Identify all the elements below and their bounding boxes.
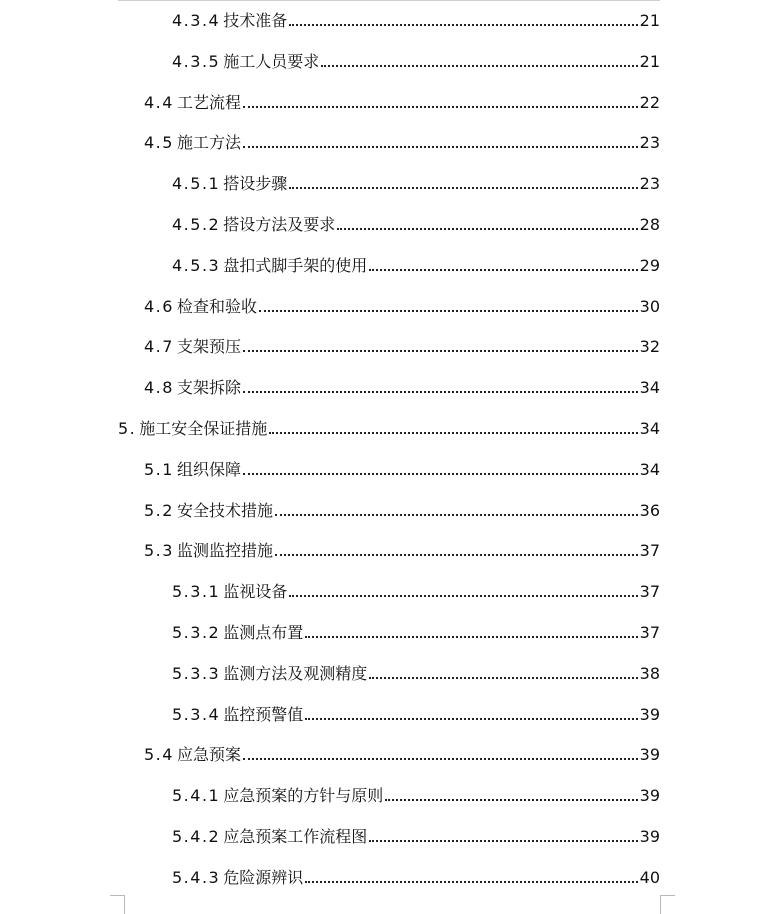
- toc-entry-page-number: 22: [639, 92, 660, 112]
- toc-entry[interactable]: [144, 336, 660, 358]
- toc-entry-number: 5.3.2: [172, 623, 221, 642]
- toc-entry-number: 4.5.2: [172, 215, 221, 234]
- toc-entry-title: 应急预案工作流程图: [223, 827, 368, 846]
- toc-entry-page-number: 36: [639, 500, 660, 520]
- toc-dot-leader: [243, 92, 638, 108]
- toc-dot-leader: [289, 173, 637, 189]
- toc-entry-number: 4.5: [144, 133, 174, 153]
- toc-entry-number: 4.3.5: [172, 51, 221, 71]
- toc-entry-title: 组织保障: [176, 459, 241, 479]
- toc-entry-number: 5.3: [144, 541, 174, 561]
- toc-dot-leader: [305, 622, 637, 638]
- toc-dot-leader: [243, 336, 638, 352]
- toc-entry-page-number: 37: [639, 541, 660, 561]
- toc-entry[interactable]: [172, 867, 660, 889]
- toc-dot-leader: [259, 296, 638, 312]
- toc-entry[interactable]: [144, 296, 660, 318]
- toc-entry[interactable]: [144, 132, 660, 154]
- toc-entry-title: 支架拆除: [176, 378, 241, 398]
- toc-entry-title: 施工人员要求: [223, 51, 320, 71]
- toc-entry-page-number: 23: [639, 174, 660, 194]
- toc-entry-title: 盘扣式脚手架的使用: [223, 255, 368, 275]
- toc-entry[interactable]: [172, 581, 660, 603]
- toc-entry-number: 5.: [118, 419, 137, 438]
- toc-entry-page-number: 32: [639, 337, 660, 357]
- toc-entry-title: 施工安全保证措施: [139, 419, 268, 438]
- toc-entry-number: 4.5.3: [172, 255, 221, 275]
- toc-entry-title: 搭设方法及要求: [223, 215, 336, 234]
- toc-entry-number: 4.5.1: [172, 174, 221, 194]
- toc-entry-title: 监测方法及观测精度: [223, 663, 368, 683]
- toc-dot-leader: [289, 10, 637, 26]
- page-corner-mark-left: [110, 895, 125, 914]
- toc-entry-number: 5.3.4: [172, 704, 221, 724]
- toc-dot-leader: [289, 581, 637, 597]
- toc-dot-leader: [243, 744, 638, 760]
- toc-entry[interactable]: [144, 92, 660, 114]
- toc-dot-leader: [243, 459, 638, 475]
- toc-entry-number: 4.7: [144, 337, 174, 357]
- toc-entry-page-number: 39: [639, 827, 660, 846]
- toc-entry-number: 5.4.3: [172, 867, 221, 887]
- toc-entry[interactable]: [172, 785, 660, 807]
- toc-entry-number: 5.4.2: [172, 827, 221, 846]
- toc-entry-page-number: 23: [639, 133, 660, 153]
- toc-entry[interactable]: [144, 540, 660, 562]
- page-top-border: [118, 0, 660, 1]
- toc-entry[interactable]: [118, 418, 660, 440]
- toc-entry-number: 5.3.3: [172, 663, 221, 683]
- toc-dot-leader: [243, 132, 638, 148]
- toc-entry[interactable]: [172, 51, 660, 73]
- toc-entry[interactable]: [172, 173, 660, 195]
- toc-entry-title: 危险源辨识: [223, 867, 304, 887]
- toc-dot-leader: [337, 214, 637, 230]
- toc-dot-leader: [269, 418, 637, 434]
- toc-dot-leader: [243, 377, 638, 393]
- toc-entry-page-number: 30: [639, 296, 660, 316]
- toc-entry-page-number: 39: [639, 786, 660, 806]
- toc-entry-page-number: 34: [639, 419, 660, 438]
- toc-entry-title: 安全技术措施: [176, 500, 273, 520]
- toc-entry-page-number: 34: [639, 459, 660, 479]
- toc-entry-title: 监测监控措施: [176, 541, 273, 561]
- toc-entry-title: 检查和验收: [176, 296, 257, 316]
- toc-entry-title: 应急预案: [176, 745, 241, 765]
- toc-entry-number: 5.4: [144, 745, 174, 765]
- toc-entry[interactable]: [172, 10, 660, 32]
- toc-dot-leader: [321, 51, 637, 67]
- toc-entry-page-number: 39: [639, 745, 660, 765]
- toc-entry-number: 4.6: [144, 296, 174, 316]
- toc-entry-number: 5.2: [144, 500, 174, 520]
- toc-entry[interactable]: [172, 214, 660, 236]
- toc-entry[interactable]: [172, 255, 660, 277]
- toc-entry[interactable]: [144, 377, 660, 399]
- toc-entry-page-number: 37: [639, 582, 660, 602]
- toc-entry-number: 4.4: [144, 92, 174, 112]
- toc-entry[interactable]: [172, 622, 660, 644]
- toc-dot-leader: [369, 826, 637, 842]
- toc-entry-title: 监测点布置: [223, 623, 304, 642]
- toc-dot-leader: [369, 255, 637, 271]
- toc-entry[interactable]: [172, 663, 660, 685]
- toc-entry-number: 4.3.4: [172, 11, 221, 30]
- toc-entry[interactable]: [144, 459, 660, 481]
- toc-entry-title: 施工方法: [176, 133, 241, 153]
- toc-entry-number: 5.4.1: [172, 786, 221, 806]
- toc-entry-title: 监控预警值: [223, 704, 304, 724]
- toc-entry-page-number: 40: [639, 867, 660, 887]
- toc-entry-number: 4.8: [144, 378, 174, 398]
- toc-entry[interactable]: [144, 744, 660, 766]
- toc-entry-page-number: 28: [639, 215, 660, 234]
- toc-dot-leader: [369, 663, 637, 679]
- toc-entry-title: 技术准备: [223, 11, 288, 30]
- toc-dot-leader: [275, 500, 638, 516]
- toc-entry-title: 监视设备: [223, 582, 288, 602]
- toc-entry-title: 工艺流程: [176, 92, 241, 112]
- toc-entry[interactable]: [172, 826, 660, 848]
- toc-dot-leader: [275, 540, 638, 556]
- toc-entry-number: 5.1: [144, 459, 174, 479]
- toc-entry-title: 搭设步骤: [223, 174, 288, 194]
- toc-entry-page-number: 37: [639, 623, 660, 642]
- toc-entry-number: 5.3.1: [172, 582, 221, 602]
- toc-dot-leader: [305, 867, 637, 883]
- toc-entry-page-number: 21: [639, 51, 660, 71]
- toc-entry-title: 应急预案的方针与原则: [223, 786, 384, 806]
- toc-entry[interactable]: [144, 500, 660, 522]
- toc-entry-page-number: 39: [639, 704, 660, 724]
- toc-dot-leader: [305, 704, 637, 720]
- toc-dot-leader: [385, 785, 637, 801]
- toc-entry-page-number: 29: [639, 255, 660, 275]
- page-corner-mark-right: [660, 895, 675, 914]
- toc-entry-page-number: 21: [639, 11, 660, 30]
- toc-entry-page-number: 34: [639, 378, 660, 398]
- toc-entry-page-number: 38: [639, 663, 660, 683]
- toc-entry-title: 支架预压: [176, 337, 241, 357]
- toc-entry[interactable]: [172, 704, 660, 726]
